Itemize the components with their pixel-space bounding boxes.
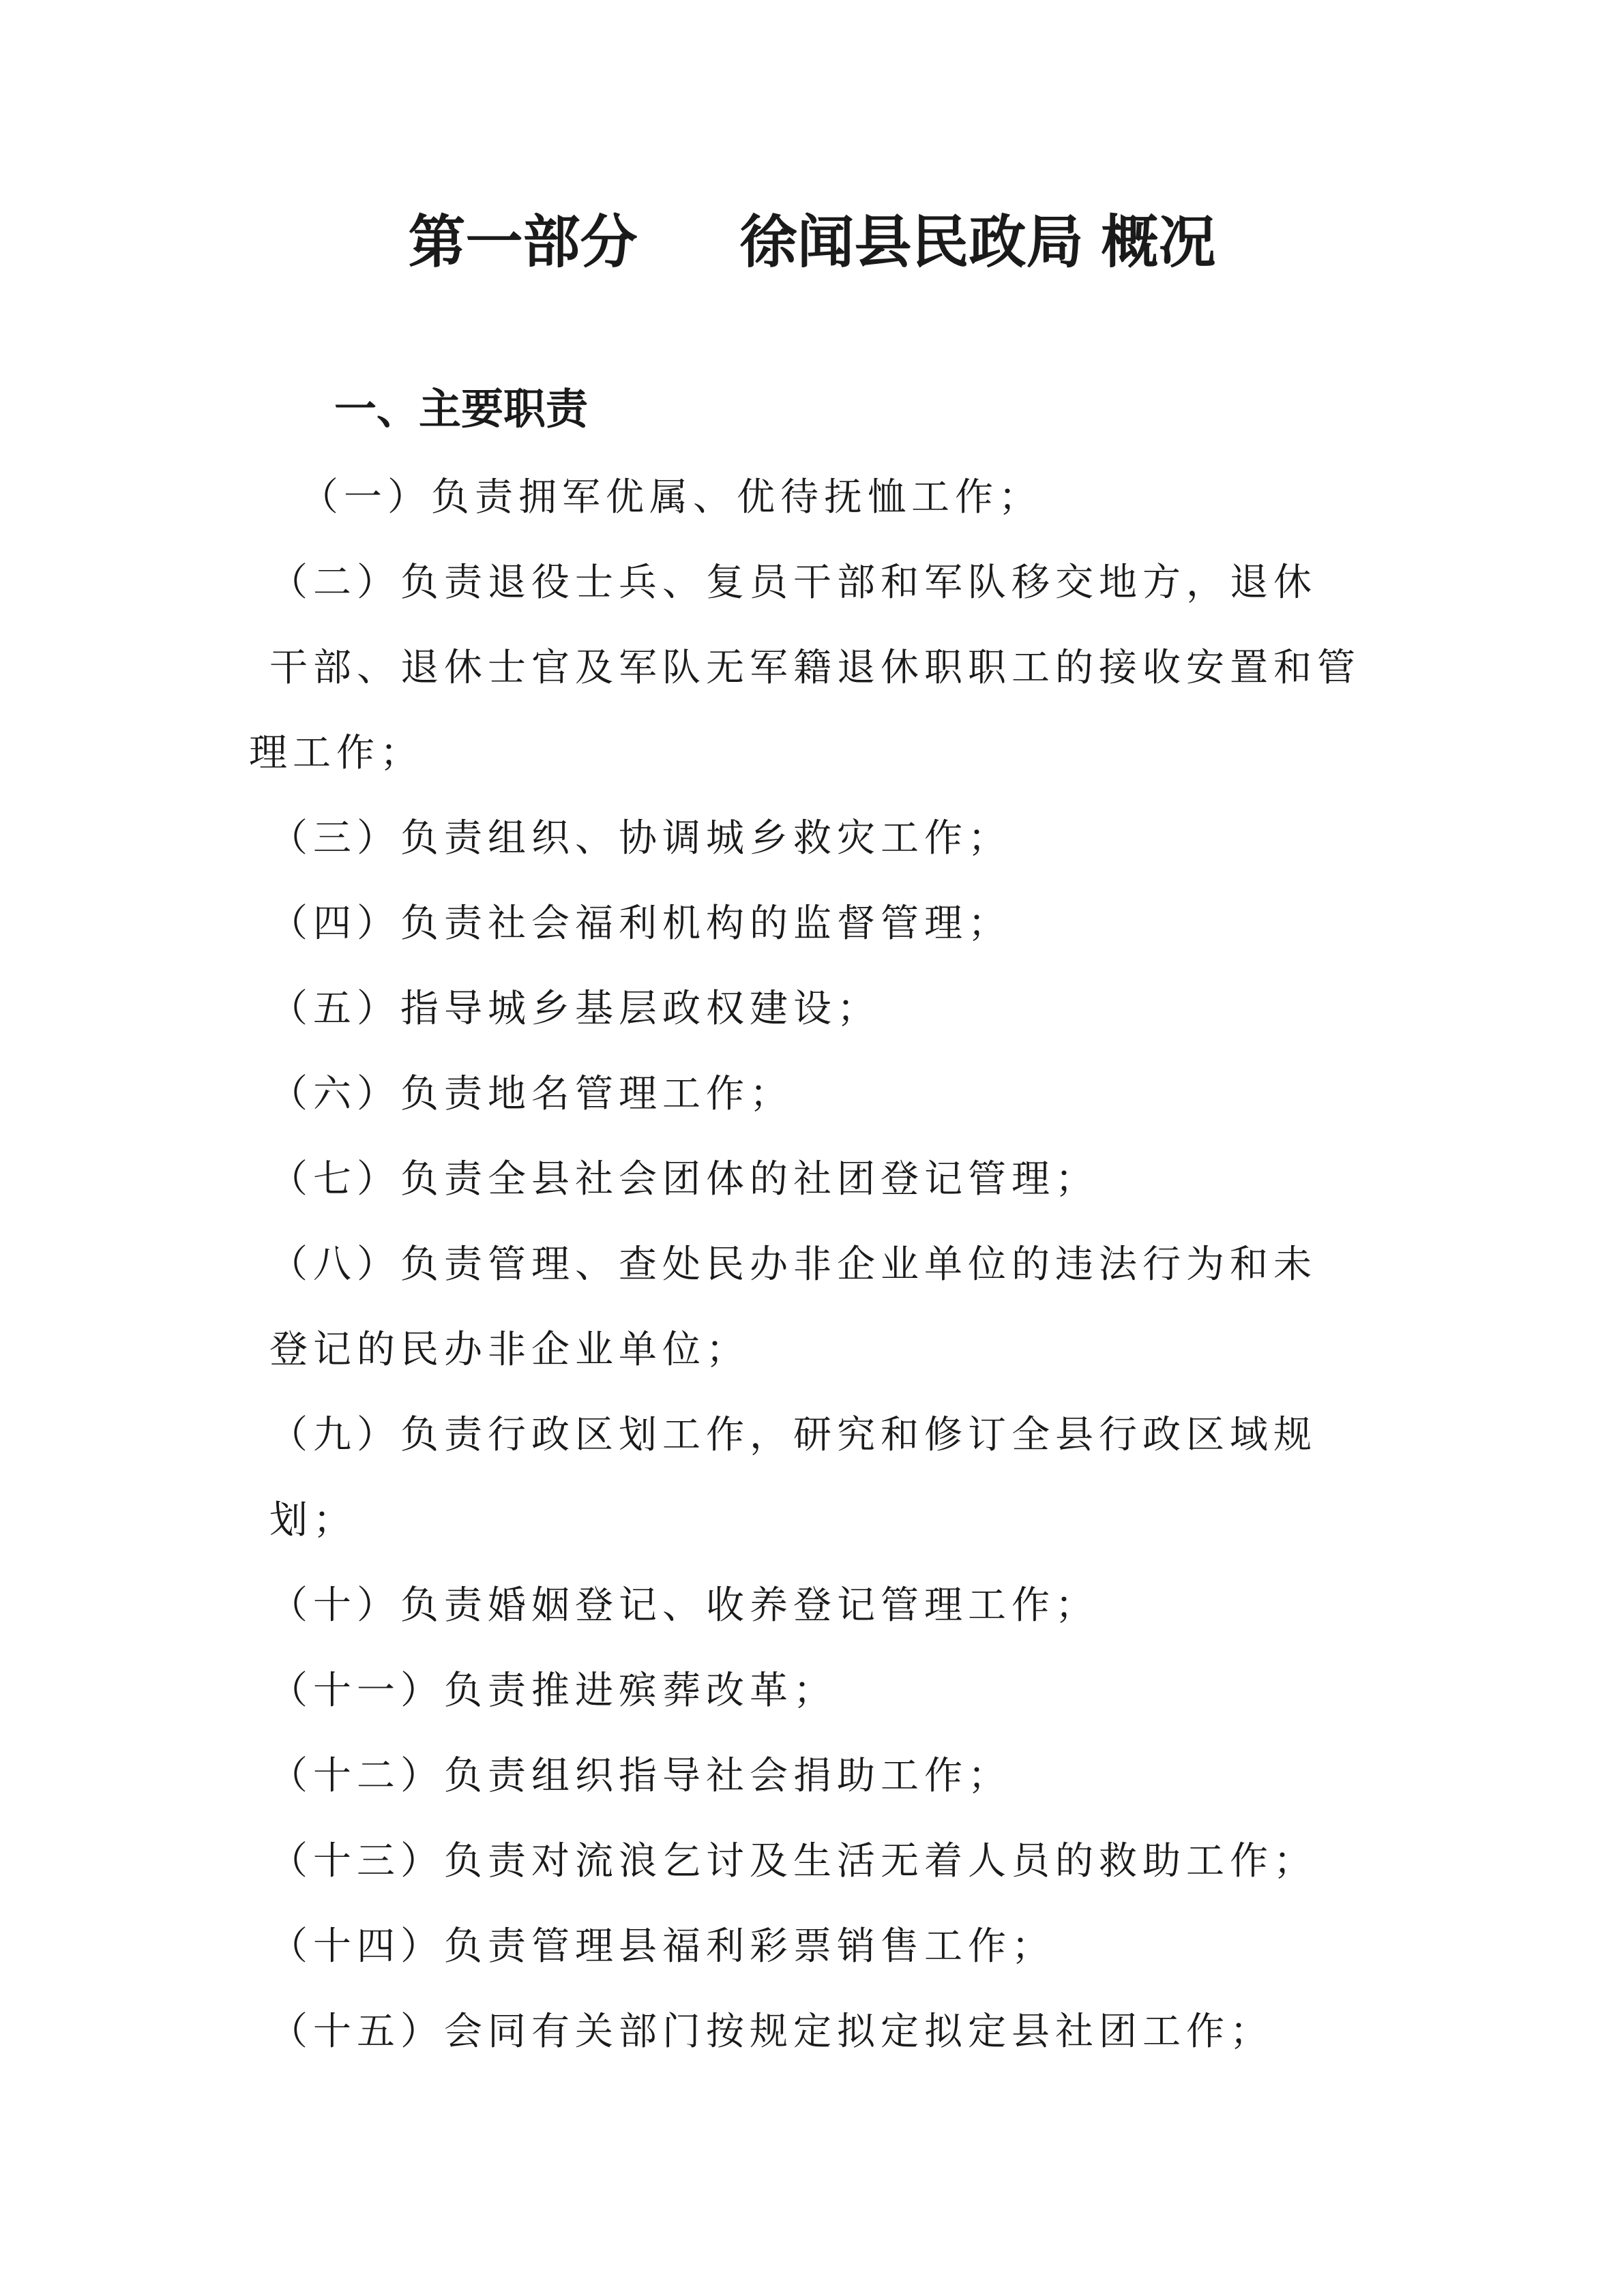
duty-11: （十一）负责推进殡葬改革； <box>269 1669 837 1713</box>
duty-13: （十三）负责对流浪乞讨及生活无着人员的救助工作； <box>269 1839 1317 1883</box>
duty-4: （四）负责社会福利机构的监督管理； <box>269 901 1012 946</box>
duty-14: （十四）负责管理县福利彩票销售工作； <box>269 1924 1055 1969</box>
duty-5: （五）指导城乡基层政权建设； <box>269 987 881 1031</box>
duty-9-line-2: 划； <box>269 1498 357 1542</box>
duty-2-line-2: 干部、退休士官及军队无军籍退休职职工的接收安置和管 <box>269 646 1361 690</box>
duty-15: （十五）会同有关部门按规定拟定拟定县社团工作； <box>269 2010 1273 2054</box>
title-word: 概况 <box>1101 209 1216 275</box>
duty-3: （三）负责组织、协调城乡救灾工作； <box>269 816 1012 861</box>
duty-1: （一）负责拥军优属、优待抚恤工作； <box>300 475 1042 520</box>
title-part: 第一部分 <box>408 209 638 275</box>
duty-2-line-1: （二）负责退役士兵、复员干部和军队移交地方，退休 <box>269 561 1317 605</box>
duty-12: （十二）负责组织指导社会捐助工作； <box>269 1754 1012 1798</box>
duty-2-line-3: 理工作； <box>249 731 424 775</box>
duty-7: （七）负责全县社会团体的社团登记管理； <box>269 1157 1099 1202</box>
duty-8-line-2: 登记的民办非企业单位； <box>269 1328 750 1372</box>
section-heading: 一、主要职责 <box>334 384 589 434</box>
title-org: 徐闻县民政局 <box>739 209 1084 275</box>
page-title <box>0 205 1624 280</box>
duty-9-line-1: （九）负责行政区划工作，研究和修订全县行政区域规 <box>269 1413 1317 1457</box>
duty-10: （十）负责婚姻登记、收养登记管理工作； <box>269 1583 1099 1628</box>
duty-6: （六）负责地名管理工作； <box>269 1072 793 1116</box>
duty-8-line-1: （八）负责管理、查处民办非企业单位的违法行为和未 <box>269 1242 1317 1287</box>
